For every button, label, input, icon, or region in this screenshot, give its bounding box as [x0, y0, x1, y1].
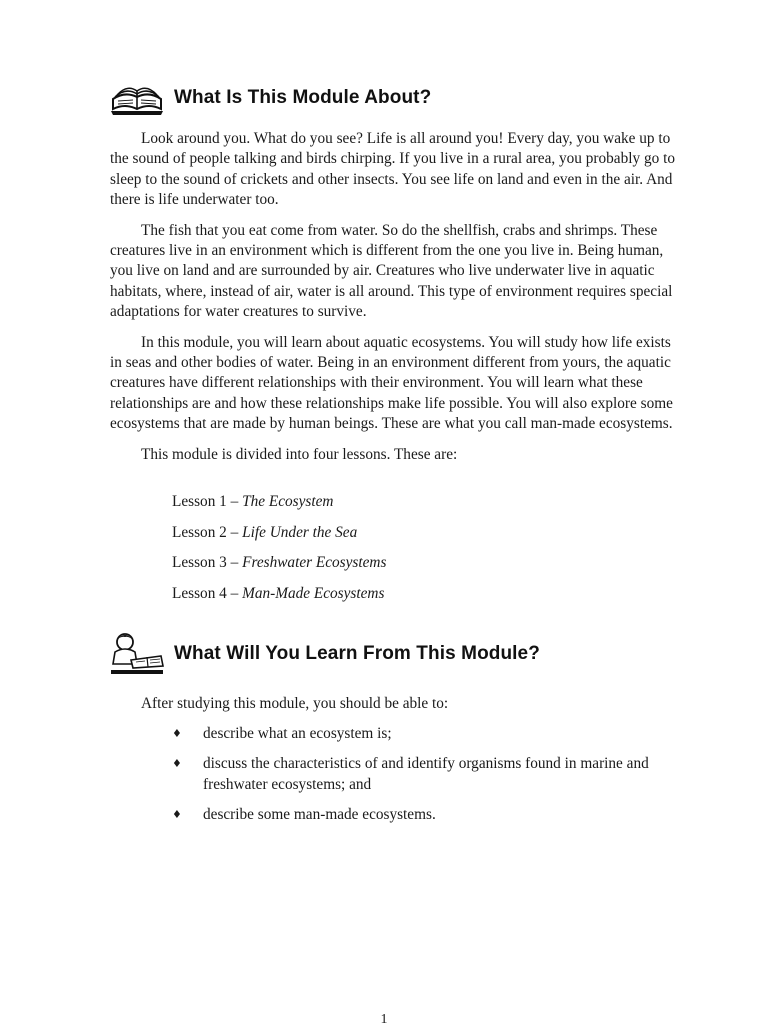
diamond-bullet-icon: ♦	[172, 757, 182, 771]
objective-item	[172, 724, 672, 744]
lesson-item	[172, 523, 386, 554]
diamond-bullet-icon: ♦	[172, 727, 182, 740]
section-header-about	[108, 74, 431, 122]
lesson-item	[172, 553, 386, 584]
objective-text: discuss the characteristics of and identify organisms found in marine and freshwater ecosystems; and	[203, 755, 649, 793]
section-title-learn: What Will You Learn From This Module?	[174, 643, 540, 664]
lesson-item	[172, 584, 386, 615]
lesson-name: The Ecosystem	[242, 493, 334, 510]
diamond-bullet-icon: ♦	[172, 808, 182, 822]
lesson-name: Man-Made Ecosystems	[242, 584, 385, 602]
intro-body	[110, 129, 675, 475]
objective-item	[172, 754, 672, 795]
objective-item	[172, 805, 672, 825]
lesson-label: Lesson 1 –	[172, 493, 243, 510]
paragraph-2: The fish that you eat come from water. So do the shellfish, crabs and shrimps. These creatures live in an environment which is different from the one you live in. Being human, you live on land and are surrounded by air. Creatures who live underwater live in aquatic habitats, where, instead of air, water is all around. This type of environment requires special adaptations for water creatures to survive.	[110, 221, 673, 321]
section-header-learn	[108, 630, 540, 678]
open-book-icon	[108, 74, 166, 122]
objectives-list	[172, 724, 672, 836]
page-number: 1	[380, 1012, 388, 1027]
objective-text: describe what an ecosystem is;	[203, 725, 392, 742]
lesson-item	[172, 492, 386, 523]
lesson-label: Lesson 2 –	[172, 523, 243, 541]
objectives-intro: After studying this module, you should be able to:	[141, 695, 449, 712]
paragraph-3: In this module, you will learn about aquatic ecosystems. You will study how life exists in seas and other bodies of water. Being in an environment different from yours, the aquatic creatures have different relationships with their environment. You will learn what these relationships are and how these relationships make life possible. You will also explore some ecosystems that are made by human beings. These are what you call man-made ecosystems.	[110, 333, 673, 433]
lesson-name: Freshwater Ecosystems	[242, 554, 387, 572]
lesson-list	[172, 492, 386, 614]
student-reading-icon	[108, 630, 166, 678]
lesson-name: Life Under the Sea	[242, 523, 358, 541]
objective-text: describe some man-made ecosystems.	[203, 806, 436, 824]
paragraph-1: Look around you. What do you see? Life is all around you! Every day, you wake up to the sound of people talking and birds chirping. If you live in a rural area, you probably go to sleep to the sound of crickets and other insects. You see life on land and even in the air. And there is life underwater too.	[110, 130, 675, 209]
lesson-label: Lesson 3 –	[172, 554, 243, 572]
paragraph-4: This module is divided into four lessons. These are:	[141, 445, 458, 463]
lesson-label: Lesson 4 –	[172, 584, 243, 602]
section-title-about: What Is This Module About?	[174, 87, 432, 108]
